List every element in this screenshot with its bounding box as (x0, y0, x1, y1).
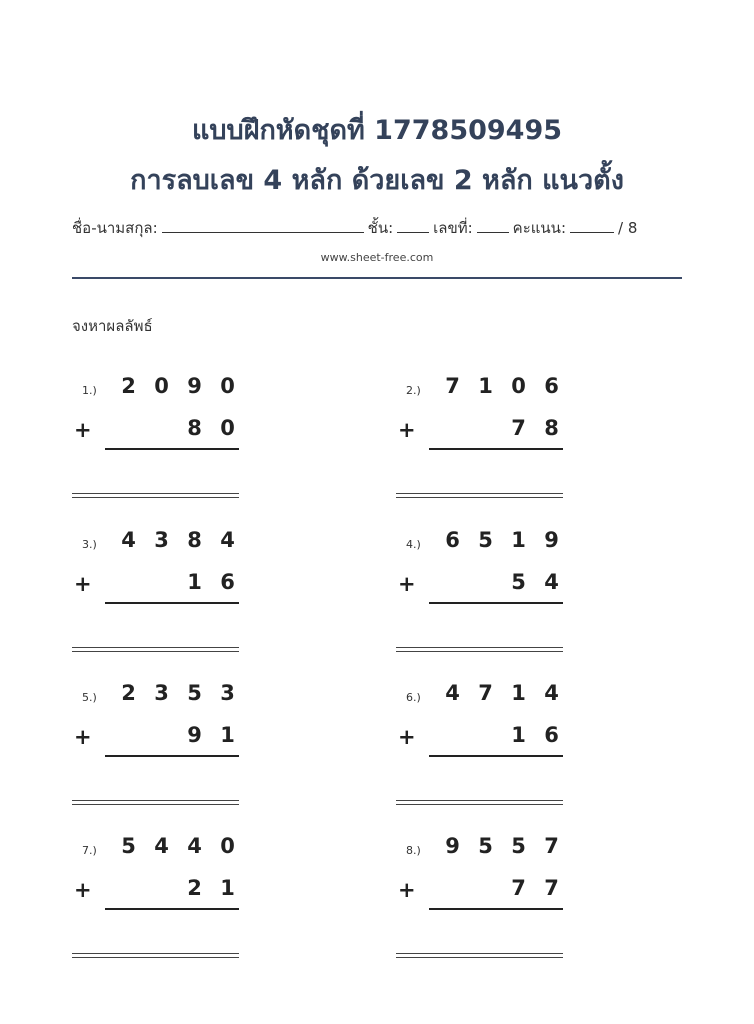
plus-sign: + (398, 725, 416, 749)
operation-line (429, 908, 563, 910)
answer-line[interactable] (72, 800, 239, 805)
digit: 1 (511, 681, 526, 705)
bottom-number (436, 723, 568, 747)
digit: 9 (544, 528, 559, 552)
problem-number: 8.) (406, 844, 421, 857)
problem-1 (72, 374, 252, 524)
answer-line[interactable] (72, 493, 239, 498)
bottom-number (436, 570, 568, 594)
top-number (112, 834, 244, 858)
answer-line[interactable] (396, 800, 563, 805)
top-number (112, 681, 244, 705)
digit (469, 876, 502, 900)
name-blank[interactable] (162, 218, 364, 233)
digit (469, 416, 502, 440)
digit: 2 (187, 876, 202, 900)
digit: 5 (511, 570, 526, 594)
digit: 0 (220, 374, 235, 398)
plus-sign: + (74, 418, 92, 442)
digit: 8 (187, 416, 202, 440)
number-label: เลขที่: (433, 219, 473, 237)
answer-line[interactable] (396, 953, 563, 958)
problem-8 (396, 834, 576, 984)
bottom-number (436, 876, 568, 900)
operation-line (429, 602, 563, 604)
digit: 5 (478, 528, 493, 552)
digit: 4 (544, 570, 559, 594)
plus-sign: + (74, 725, 92, 749)
digit: 8 (187, 528, 202, 552)
digit: 2 (121, 374, 136, 398)
digit: 7 (511, 416, 526, 440)
digit (145, 570, 178, 594)
bottom-number (112, 723, 244, 747)
bottom-number (112, 570, 244, 594)
number-blank[interactable] (477, 218, 509, 233)
operation-line (105, 448, 239, 450)
digit: 3 (154, 681, 169, 705)
digit: 1 (511, 528, 526, 552)
digit (145, 416, 178, 440)
problem-number: 3.) (82, 538, 97, 551)
digit: 1 (478, 374, 493, 398)
name-label: ชื่อ-นามสกุล: (72, 219, 158, 237)
problem-number: 4.) (406, 538, 421, 551)
answer-line[interactable] (72, 647, 239, 652)
plus-sign: + (398, 878, 416, 902)
bottom-number (112, 416, 244, 440)
answer-line[interactable] (72, 953, 239, 958)
digit: 5 (121, 834, 136, 858)
digit: 2 (121, 681, 136, 705)
top-number (112, 374, 244, 398)
digit: 0 (220, 834, 235, 858)
digit: 7 (445, 374, 460, 398)
website-url: www.sheet-free.com (320, 251, 434, 264)
digit: 7 (544, 876, 559, 900)
digit: 1 (220, 723, 235, 747)
digit (112, 876, 145, 900)
score-label: คะแนน: (512, 219, 566, 237)
worksheet-title: แบบฝึกหัดชุดที่ 1778509495 (191, 115, 563, 146)
digit: 5 (187, 681, 202, 705)
digit (145, 723, 178, 747)
digit (469, 723, 502, 747)
digit: 6 (544, 374, 559, 398)
problem-number: 2.) (406, 384, 421, 397)
digit: 5 (478, 834, 493, 858)
problem-3 (72, 528, 252, 678)
problem-5 (72, 681, 252, 831)
instruction-text: จงหาผลลัพธ์ (72, 317, 153, 335)
plus-sign: + (74, 878, 92, 902)
digit: 7 (511, 876, 526, 900)
digit: 4 (220, 528, 235, 552)
digit: 0 (220, 416, 235, 440)
digit (436, 570, 469, 594)
bottom-number (436, 416, 568, 440)
digit (436, 876, 469, 900)
digit (436, 416, 469, 440)
digit (145, 876, 178, 900)
class-label: ชั้น: (367, 219, 394, 237)
plus-sign: + (398, 418, 416, 442)
digit: 3 (154, 528, 169, 552)
plus-sign: + (74, 572, 92, 596)
digit: 9 (187, 374, 202, 398)
digit: 7 (544, 834, 559, 858)
header-divider (72, 277, 682, 279)
digit (112, 723, 145, 747)
operation-line (105, 908, 239, 910)
digit: 5 (511, 834, 526, 858)
digit: 4 (121, 528, 136, 552)
digit: 7 (478, 681, 493, 705)
top-number (436, 681, 568, 705)
digit (469, 570, 502, 594)
digit (436, 723, 469, 747)
digit: 6 (544, 723, 559, 747)
digit: 1 (187, 570, 202, 594)
digit: 1 (511, 723, 526, 747)
digit: 0 (154, 374, 169, 398)
answer-line[interactable] (396, 647, 563, 652)
plus-sign: + (398, 572, 416, 596)
top-number (436, 528, 568, 552)
digit: 3 (220, 681, 235, 705)
digit: 6 (445, 528, 460, 552)
digit (112, 570, 145, 594)
digit: 0 (511, 374, 526, 398)
score-total: / 8 (618, 219, 638, 237)
student-info-line (72, 216, 677, 240)
top-number (436, 374, 568, 398)
problem-7 (72, 834, 252, 984)
problem-number: 7.) (82, 844, 97, 857)
digit: 4 (187, 834, 202, 858)
problem-number: 6.) (406, 691, 421, 704)
digit: 4 (544, 681, 559, 705)
operation-line (105, 755, 239, 757)
problem-2 (396, 374, 576, 524)
digit: 9 (445, 834, 460, 858)
digit: 4 (154, 834, 169, 858)
digit: 6 (220, 570, 235, 594)
digit (112, 416, 145, 440)
digit: 4 (445, 681, 460, 705)
worksheet-subtitle: การลบเลข 4 หลัก ด้วยเลข 2 หลัก แนวตั้ง (130, 165, 624, 196)
top-number (436, 834, 568, 858)
answer-line[interactable] (396, 493, 563, 498)
problem-4 (396, 528, 576, 678)
operation-line (429, 755, 563, 757)
problem-6 (396, 681, 576, 831)
class-blank[interactable] (397, 218, 429, 233)
top-number (112, 528, 244, 552)
score-blank[interactable] (570, 218, 614, 233)
digit: 1 (220, 876, 235, 900)
operation-line (429, 448, 563, 450)
operation-line (105, 602, 239, 604)
problem-number: 1.) (82, 384, 97, 397)
digit: 8 (544, 416, 559, 440)
digit: 9 (187, 723, 202, 747)
problem-number: 5.) (82, 691, 97, 704)
bottom-number (112, 876, 244, 900)
